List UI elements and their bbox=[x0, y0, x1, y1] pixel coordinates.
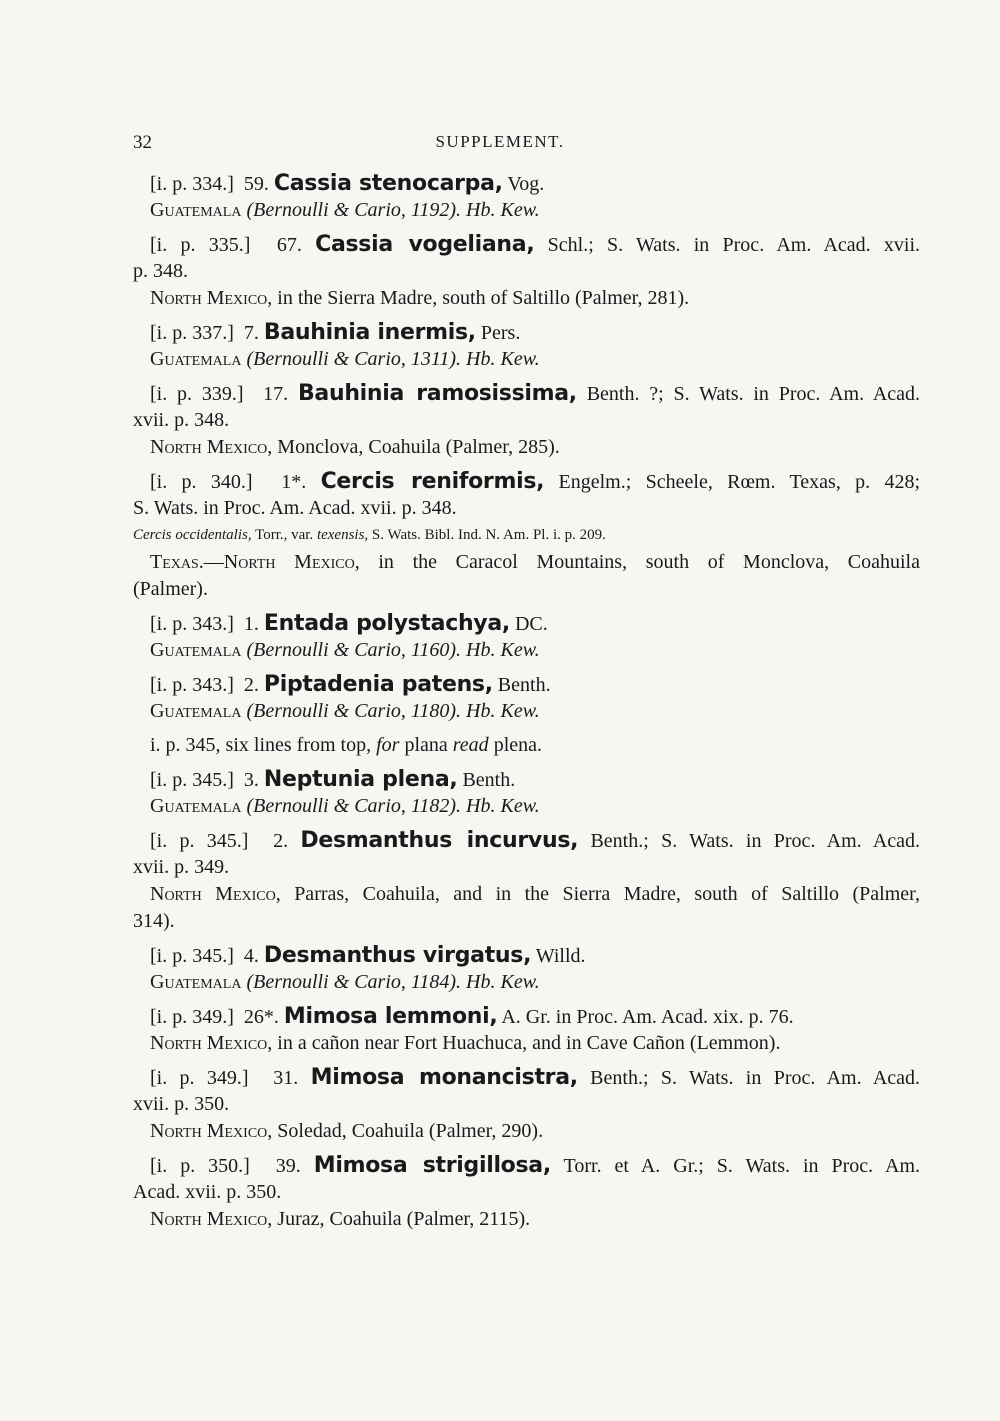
taxon-name: Bauhinia inermis, bbox=[263, 320, 476, 345]
page-body bbox=[133, 170, 920, 1233]
taxon-name: Bauhinia ramosissima, bbox=[297, 381, 577, 406]
locality-line: Guatemala (Bernoulli & Cario, 1182). Hb. Kew. bbox=[150, 795, 540, 817]
erratum-line: i. p. 345, six lines from top, for plana read plena. bbox=[150, 734, 542, 756]
entry-heading: [i. p. 345.] 3. Neptunia plena, Benth. bbox=[150, 767, 516, 792]
entry-heading: [i. p. 345.] 2. Desmanthus incurvus, Benth.; S. Wats. in Proc. Am. Acad. bbox=[150, 828, 920, 853]
locality-continuation: (Palmer). bbox=[133, 578, 208, 600]
taxon-name: Mimosa monancistra, bbox=[310, 1065, 578, 1090]
entry-heading: [i. p. 349.] 26*. Mimosa lemmoni, A. Gr. in Proc. Am. Acad. xix. p. 76. bbox=[150, 1004, 794, 1029]
synonym-line: Cercis occidentalis, Torr., var. texensis, S. Wats. Bibl. Ind. N. Am. Pl. i. p. 209. bbox=[133, 527, 606, 543]
entry-continuation: xvii. p. 349. bbox=[133, 856, 230, 878]
entry-continuation: xvii. p. 350. bbox=[133, 1093, 230, 1115]
entry-heading: [i. p. 334.] 59. Cassia stenocarpa, Vog. bbox=[150, 171, 545, 196]
entry-heading: [i. p. 340.] 1*. Cercis reniformis, Engelm.; Scheele, Rœm. Texas, p. 428; bbox=[150, 469, 920, 494]
locality-line: Guatemala (Bernoulli & Cario, 1160). Hb. Kew. bbox=[150, 639, 540, 661]
locality-continuation: 314). bbox=[133, 910, 175, 932]
taxon-name: Entada polystachya, bbox=[263, 611, 510, 636]
entry-heading: [i. p. 343.] 2. Piptadenia patens, Benth. bbox=[150, 672, 551, 697]
entry-heading: [i. p. 349.] 31. Mimosa monancistra, Benth.; S. Wats. in Proc. Am. Acad. bbox=[150, 1065, 920, 1090]
taxon-name: Mimosa lemmoni, bbox=[283, 1004, 498, 1029]
page-number: 32 bbox=[133, 132, 152, 153]
entry-heading: [i. p. 337.] 7. Bauhinia inermis, Pers. bbox=[150, 320, 521, 345]
locality-line: North Mexico, in the Sierra Madre, south of Saltillo (Palmer, 281). bbox=[150, 287, 690, 309]
entry-continuation: p. 348. bbox=[133, 260, 188, 282]
locality-line: Guatemala (Bernoulli & Cario, 1311). Hb. Kew. bbox=[150, 348, 540, 370]
entry-heading: [i. p. 339.] 17. Bauhinia ramosissima, Benth. ?; S. Wats. in Proc. Am. Acad. bbox=[150, 381, 920, 406]
entry-heading: [i. p. 350.] 39. Mimosa strigillosa, Torr. et A. Gr.; S. Wats. in Proc. Am. bbox=[150, 1153, 920, 1178]
locality-line: Guatemala (Bernoulli & Cario, 1180). Hb. Kew. bbox=[150, 700, 540, 722]
locality-line: Texas.—North Mexico, in the Caracol Mountains, south of Monclova, Coahuila bbox=[150, 551, 920, 573]
locality-line: North Mexico, Monclova, Coahuila (Palmer, 285). bbox=[150, 436, 560, 458]
taxon-name: Cassia stenocarpa, bbox=[273, 171, 503, 196]
locality-line: Guatemala (Bernoulli & Cario, 1184). Hb. Kew. bbox=[150, 971, 540, 993]
locality-line: North Mexico, Soledad, Coahuila (Palmer, 290). bbox=[150, 1120, 544, 1142]
entry-continuation: S. Wats. in Proc. Am. Acad. xvii. p. 348. bbox=[133, 497, 457, 519]
locality-line: Guatemala (Bernoulli & Cario, 1192). Hb. Kew. bbox=[150, 199, 540, 221]
entry-heading: [i. p. 335.] 67. Cassia vogeliana, Schl.; S. Wats. in Proc. Am. Acad. xvii. bbox=[150, 232, 920, 257]
locality-line: North Mexico, Parras, Coahuila, and in the Sierra Madre, south of Saltillo (Palmer, bbox=[150, 883, 920, 905]
locality-line: North Mexico, in a cañon near Fort Huachuca, and in Cave Cañon (Lemmon). bbox=[150, 1032, 781, 1054]
entry-heading: [i. p. 343.] 1. Entada polystachya, DC. bbox=[150, 611, 548, 636]
taxon-name: Mimosa strigillosa, bbox=[313, 1153, 551, 1178]
running-head: SUPPLEMENT. bbox=[435, 132, 565, 151]
taxon-name: Cercis reniformis, bbox=[320, 469, 545, 494]
entry-continuation: xvii. p. 348. bbox=[133, 409, 230, 431]
taxon-name: Piptadenia patens, bbox=[263, 672, 493, 697]
taxon-name: Cassia vogeliana, bbox=[315, 232, 535, 257]
locality-line: North Mexico, Juraz, Coahuila (Palmer, 2115). bbox=[150, 1208, 531, 1230]
entry-continuation: Acad. xvii. p. 350. bbox=[133, 1181, 282, 1203]
taxon-name: Desmanthus virgatus, bbox=[263, 943, 532, 968]
taxon-name: Desmanthus incurvus, bbox=[300, 828, 579, 853]
entry-heading: [i. p. 345.] 4. Desmanthus virgatus, Willd. bbox=[150, 943, 586, 968]
taxon-name: Neptunia plena, bbox=[263, 767, 458, 792]
